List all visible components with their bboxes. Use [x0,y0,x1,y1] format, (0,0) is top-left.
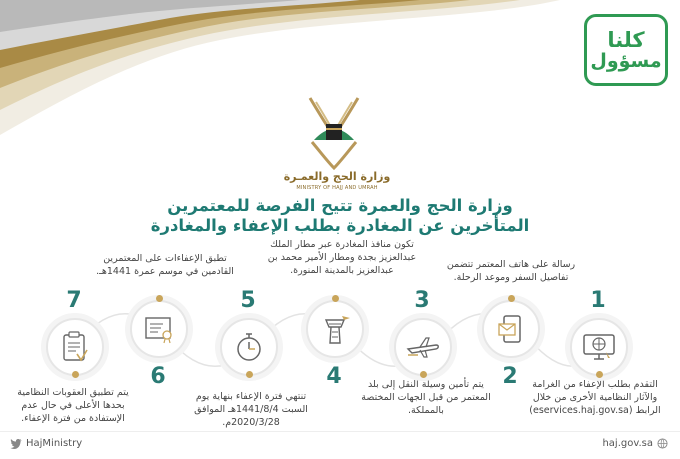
step-3-dot [420,371,427,378]
footer [0,431,680,459]
airplane-icon [406,335,440,359]
step-2-circle [482,300,540,358]
globe-icon [657,438,668,449]
website-url: haj.gov.sa [602,438,653,449]
step-6-text: تطبق الإعفاءات على المعتمرين القادمين في موسم عمرة 1441هـ. [96,253,234,277]
step-4-number: 4 [326,364,342,389]
certificate-icon [143,314,175,344]
step-4-text: تكون منافذ المغادرة عبر مطار الملك عبدالعزيز بجدة ومطار الأمير محمد بن عبدالعزيز بالمدينة المنورة. [267,239,417,276]
stopwatch-icon [234,331,264,363]
footer-twitter[interactable] [10,438,82,449]
step-1-dot [596,371,603,378]
step-7-dot [72,371,79,378]
ministry-name-arabic: وزارة الحج والعمـرة [283,170,391,183]
step-7-text: يتم تطبيق العقوبات النظامية بحدها الأعلى في حال عدم الإستفادة من فترة الإعفاء. [17,387,129,424]
step-6-dot [156,295,163,302]
footer-website[interactable] [602,438,668,449]
monitor-icon [582,332,616,362]
step-1-circle [570,318,628,376]
phone-message-icon [495,313,527,345]
ministry-logo-icon [306,88,362,172]
step-2-number: 2 [502,364,518,389]
step-3-circle [394,318,452,376]
page-title [150,196,530,236]
step-6-number: 6 [150,364,166,389]
step-7-number: 7 [66,288,82,313]
clipboard-icon [60,330,90,364]
step-6-circle [130,300,188,358]
step-7-circle [46,318,104,376]
step-2-text: رسالة على هاتف المعتمر تتضمن تفاصيل السفر وموعد الرحلة. [446,259,576,283]
ministry-name-english: MINISTRY OF HAJJ AND UMRAH [296,185,378,191]
campaign-badge [584,14,668,86]
step-1-number: 1 [590,288,606,313]
step-1-text: التقدم بطلب الإعفاء من الغرامة والآثار النظامية الأخرى من خلال الرابط (eservices.haj.gov.sa) [529,379,661,416]
badge-line-1: كلنا [607,28,645,52]
control-tower-icon [318,312,352,346]
step-5-circle [220,318,278,376]
step-2-dot [508,295,515,302]
step-5-number: 5 [240,288,256,313]
step-4-dot [332,295,339,302]
step-3-text: يتم تأمين وسيلة النقل إلى بلد المعتمر من قبل الجهات المختصة بالمملكة. [361,379,491,416]
step-4-circle [306,300,364,358]
title-line-2: المتأخرين عن المغادرة بطلب الإعفاء والمغادرة [150,216,530,235]
twitter-icon [10,439,22,449]
badge-line-2: مسؤول [590,50,662,72]
step-5-text: تنتهي فترة الإعفاء بنهاية يوم السبت 1441/8/4هـ الموافق 2020/3/28م. [194,391,308,428]
step-3-number: 3 [414,288,430,313]
title-line-1: وزارة الحج والعمرة تتيح الفرصة للمعتمرين [167,196,513,215]
twitter-handle: HajMinistry [26,438,83,449]
step-5-dot [246,371,253,378]
